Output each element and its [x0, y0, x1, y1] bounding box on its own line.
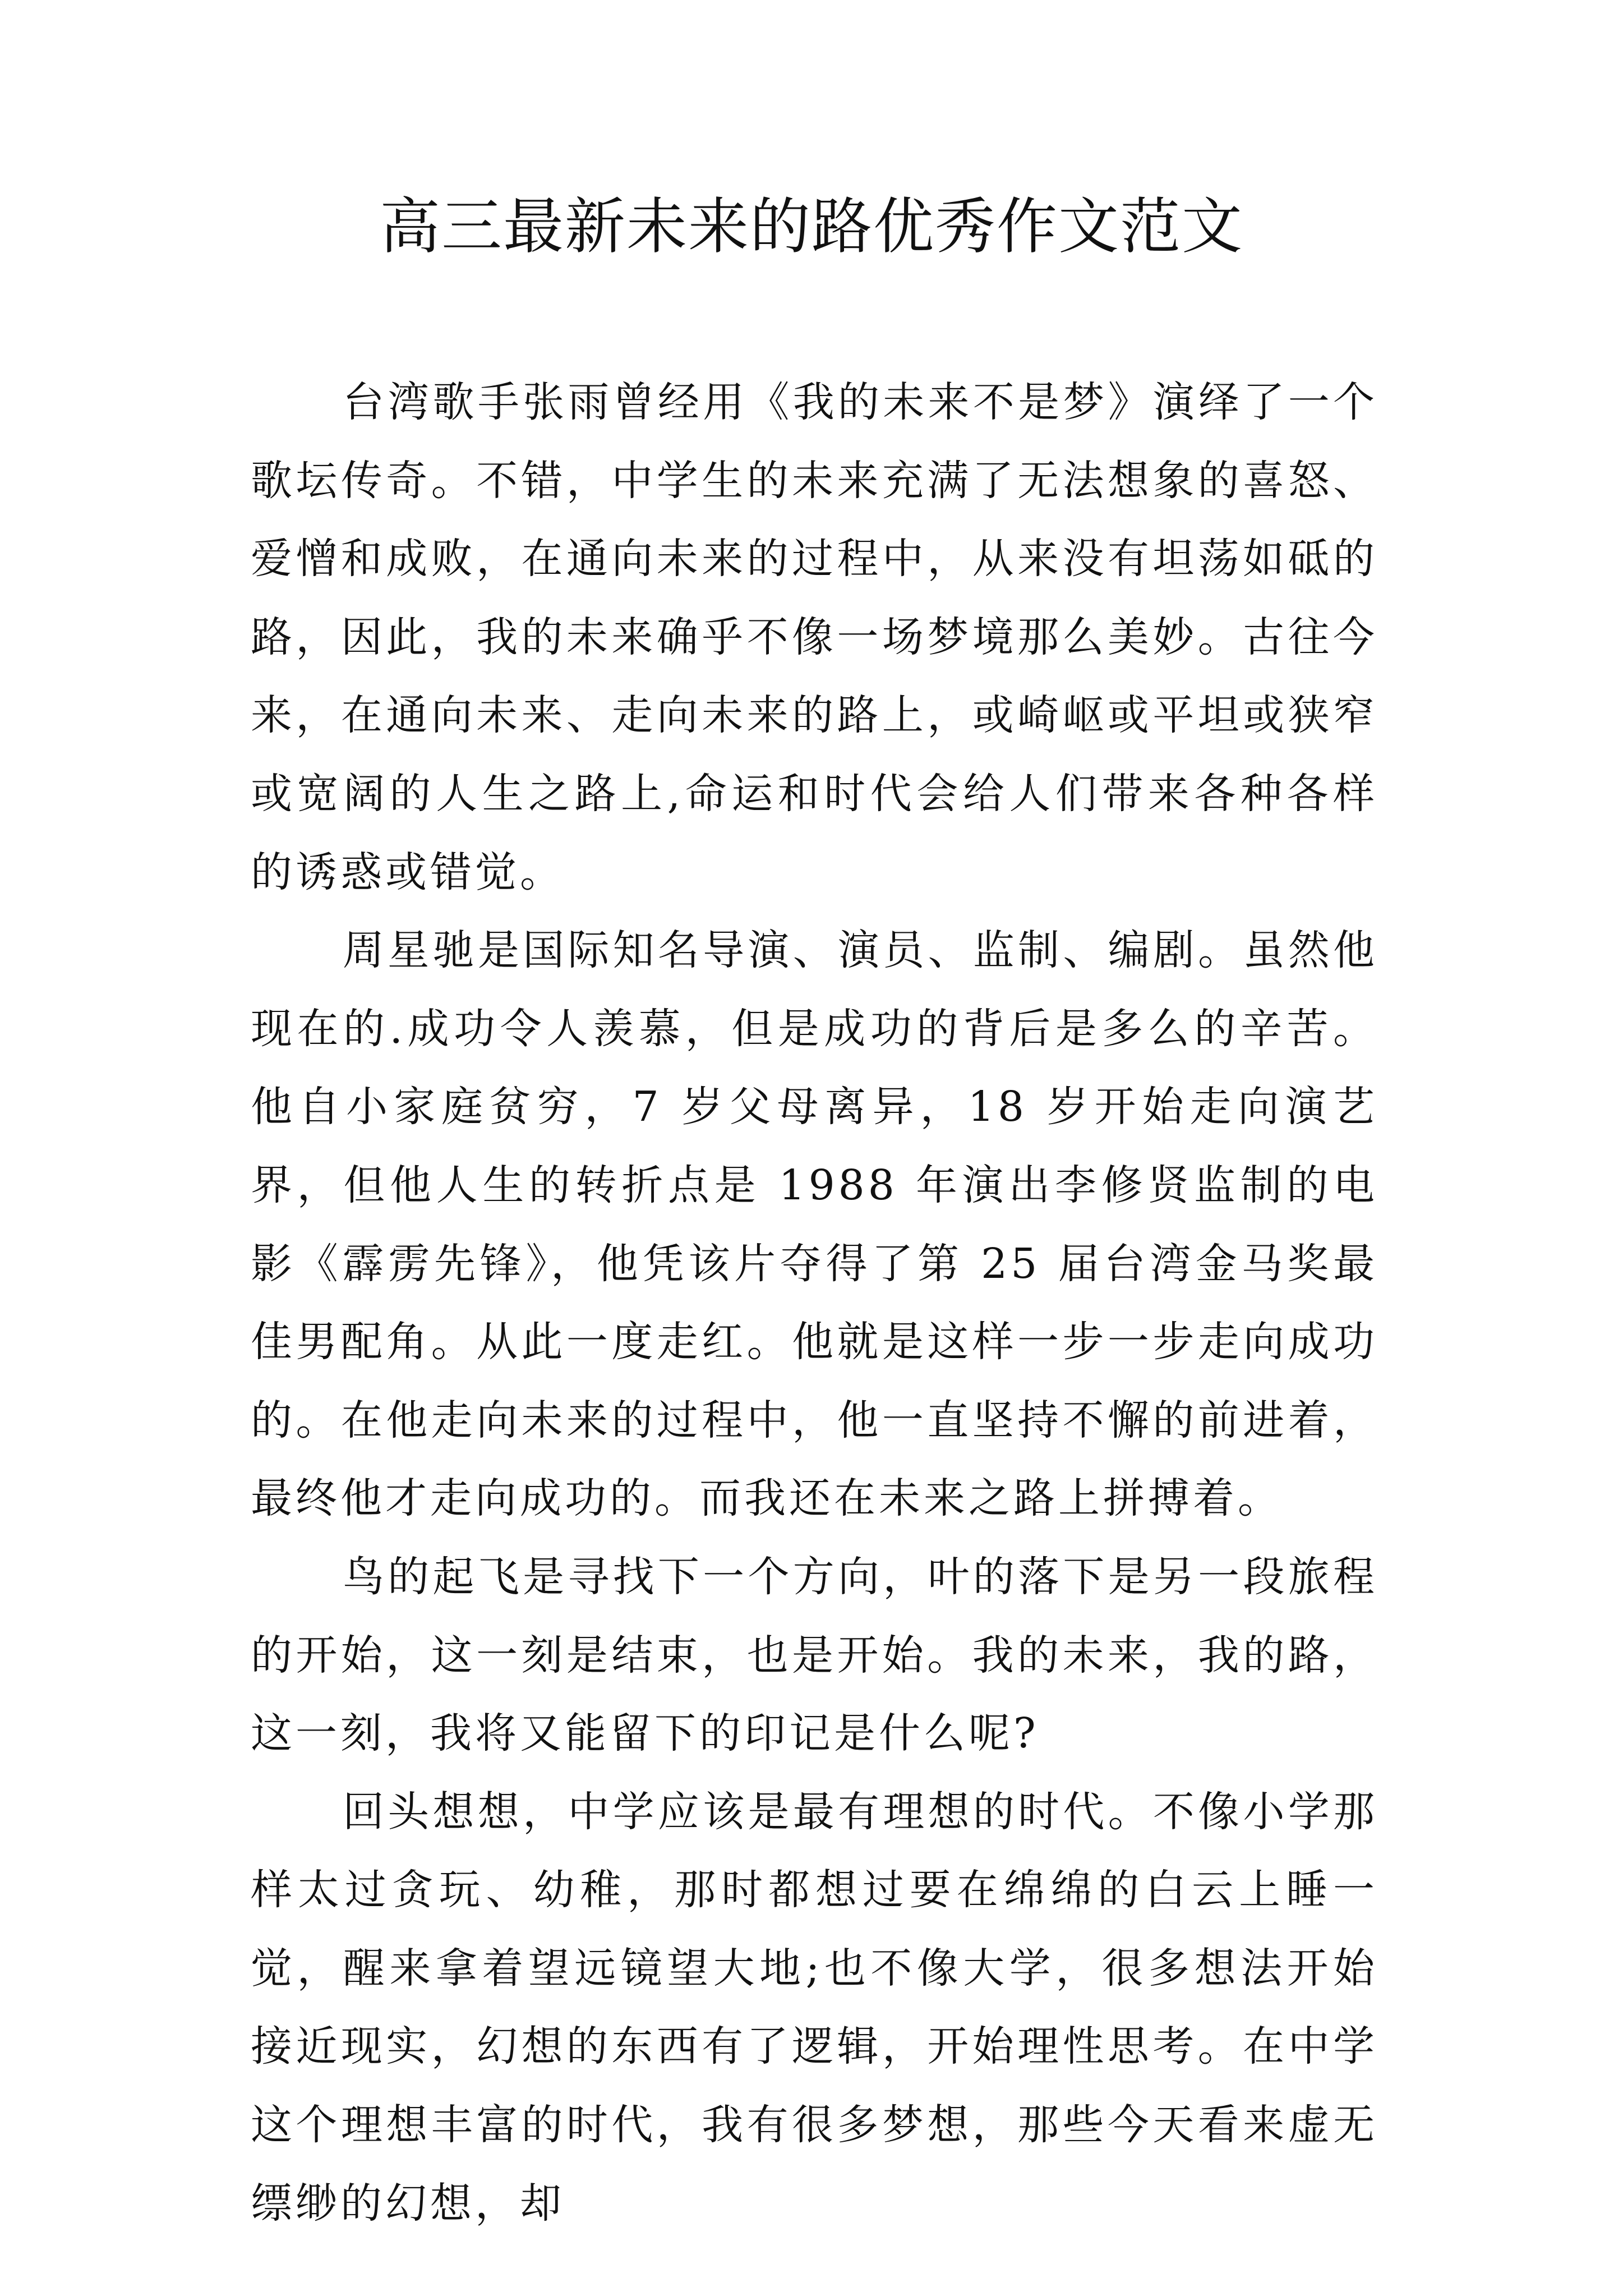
document-title: 高三最新未来的路优秀作文范文 — [379, 192, 1243, 262]
paragraph-4: 回头想想，中学应该是最有理想的时代。不像小学那样太过贪玩、幼稚，那时都想过要在绵绵的白云上睡一觉，醒来拿着望远镜望大地;也不像大学，很多想法开始接近现实，幻想的东西有了逻辑，开始理性思考。在中学这个理想丰富的时代，我有很多梦想，那些今天看来虚无缥缈的幻想，却 — [251, 1787, 1378, 2228]
paragraph-2: 周星驰是国际知名导演、演员、监制、编剧。虽然他现在的.成功令人羡慕，但是成功的背后是多么的辛苦。他自小家庭贫穷，7 岁父母离异，18 岁开始走向演艺界，但他人生的转折点是 1988 年演出李修贤监制的电影《霹雳先锋》，他凭该片夺得了第 25 届台湾金马奖最佳男配角。从此一度走红。他就是这样一步一步走向成功的。在他走向未来的过程中，他一直坚持不懈的前进着，最终他才走向成功的。而我还在未来之路上拼搏着。 — [251, 926, 1378, 1523]
paragraph-3: 鸟的起飞是寻找下一个方向，叶的落下是另一段旅程的开始，这一刻是结束，也是开始。我的未来，我的路，这一刻，我将又能留下的印记是什么呢? — [251, 1552, 1378, 1758]
paragraph-1: 台湾歌手张雨曾经用《我的未来不是梦》演绎了一个歌坛传奇。不错，中学生的未来充满了无法想象的喜怒、爱憎和成败，在通向未来的过程中，从来没有坦荡如砥的路，因此，我的未来确乎不像一场梦境那么美妙。古往今来，在通向未来、走向未来的路上，或崎岖或平坦或狭窄或宽阔的人生之路上,命运和时代会给人们带来各种各样的诱惑或错觉。 — [251, 378, 1378, 896]
document-body — [251, 364, 1378, 2243]
